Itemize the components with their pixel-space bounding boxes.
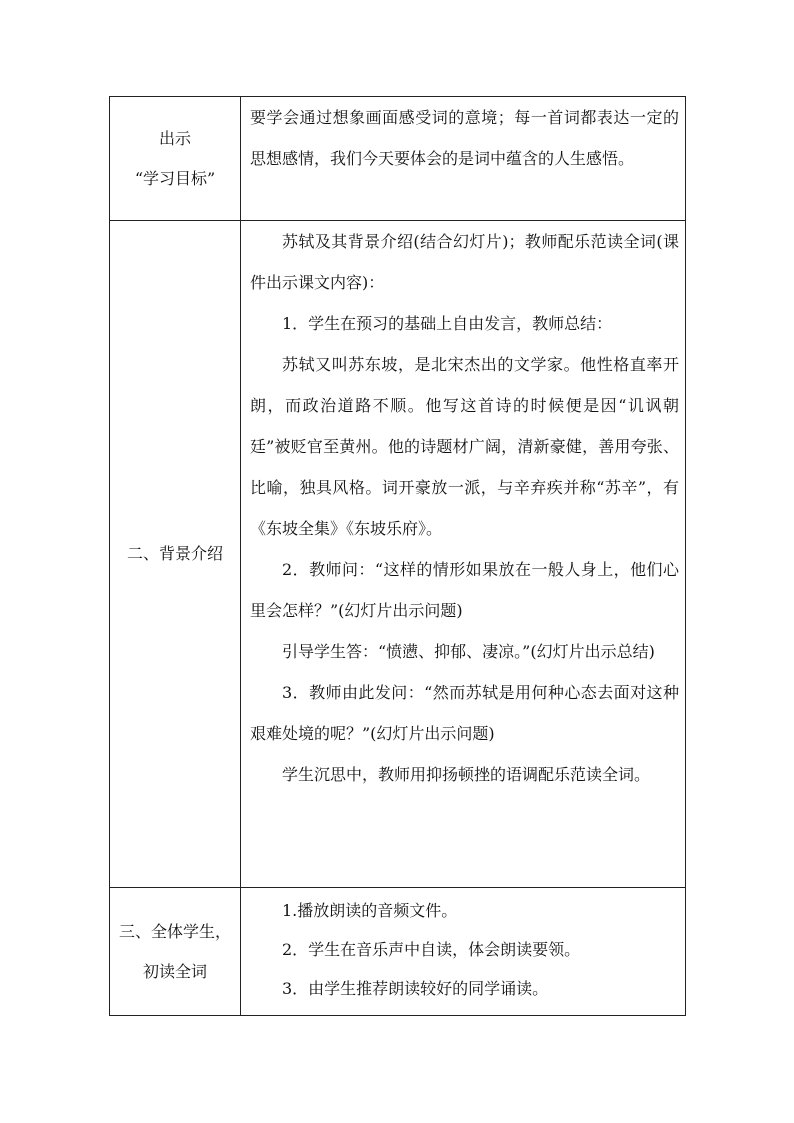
content-paragraph: 学生沉思中，教师用抑扬顿挫的语调配乐范读全词。 [282, 765, 651, 784]
content-paragraph: 2．学生在音乐声中自读，体会朗读要领。 [282, 940, 581, 959]
table-row-background [110, 221, 686, 888]
content-paragraph: 苏轼及其背景介绍(结合幻灯片)；教师配乐范读全词(课件出示课文内容)： [250, 232, 679, 292]
row-label-background [110, 221, 241, 888]
content-paragraph: 1.播放朗读的音频文件。 [282, 901, 458, 920]
row-content-background [241, 221, 686, 888]
row-label-line: 出示 [158, 128, 191, 148]
content-paragraph: 1．学生在预习的基础上自由发言，教师总结： [282, 314, 613, 333]
table-row-first-reading [110, 888, 686, 1016]
content-paragraph: 3．由学生推荐朗读较好的同学诵读。 [282, 979, 549, 998]
content-paragraph: 2．教师问：“这样的情形如果放在一般人身上，他们心里会怎样？”(幻灯片出示问题) [250, 560, 679, 620]
content-paragraph: 苏轼又叫苏东坡，是北宋杰出的文学家。他性格直率开朗，而政治道路不顺。他写这首诗的时候便是因“讥讽朝廷”被贬官至黄州。他的诗题材广阔，清新豪健，善用夸张、比喻，独具风格。词开豪放一派，与辛弃疾并称“苏辛”，有《东坡全集》《东坡乐府》。 [250, 355, 679, 538]
content-paragraph: 3．教师由此发问：“然而苏轼是用何种心态去面对这种艰难处境的呢？”(幻灯片出示问题) [250, 683, 679, 743]
row-label-line: 初读全词 [142, 961, 207, 981]
row-content-first-reading [241, 888, 686, 1016]
content-paragraph: 引导学生答：“愤懑、抑郁、凄凉。”(幻灯片出示总结) [282, 642, 655, 661]
row-label-learning-goals [110, 97, 241, 221]
row-label-line: “学习目标” [134, 168, 216, 188]
row-content-learning-goals [241, 97, 686, 221]
row-label-line: 三、全体学生， [118, 921, 231, 941]
row-label-line: 二、背景介绍 [126, 544, 223, 563]
content-paragraph: 要学会通过想象画面感受词的意境；每一首词都表达一定的思想感情，我们今天要体会的是词中蕴含的人生感悟。 [250, 108, 679, 168]
row-label-first-reading [110, 888, 241, 1016]
lesson-plan-table [109, 96, 686, 1016]
table-row-learning-goals [110, 97, 686, 221]
